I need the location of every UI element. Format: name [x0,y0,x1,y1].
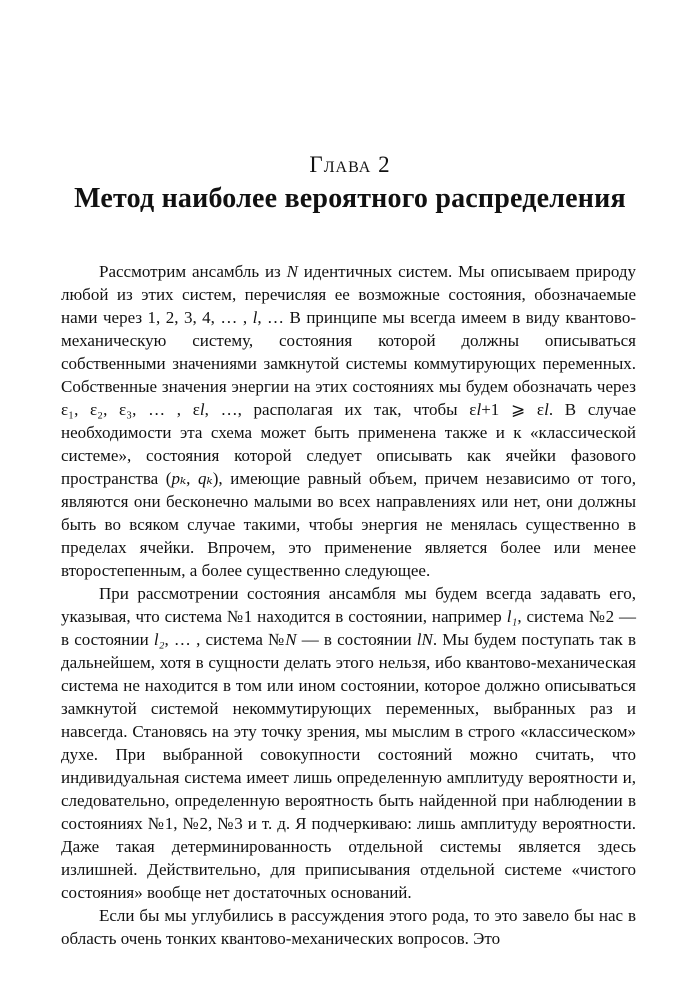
math-variable: N [285,630,297,649]
chapter-title: Метод наиболее вероятного распределения [74,183,626,214]
text-run: , …, располагая их так, чтобы ε [204,400,477,419]
text-run: , система №2 — в состоянии [61,607,636,649]
chapter-label: Глава 2 [309,152,391,177]
text-run: ), имеющие равный объем, причем независимо от того, являются они бесконечно малыми во всех направлениях или нет, они должны быть во всяком случае такими, чтобы энергия не менялась существенно в пределах ячейки. Впрочем, это применение является более или менее второстепенным, а более существенно следующее. [61,469,636,580]
math-variable: l₂ [153,630,165,649]
math-variable: l [199,400,205,419]
math-variable: l [544,400,549,419]
text-run: , … , система № [164,630,286,649]
text-run: . Мы будем поступать так в дальнейшем, хотя в сущности делать этого нельзя, ибо квантово-механическая система не находится в том или ином состоянии, которое должно описываться замкнутой системой некоммутирующих переменных, выбранных раз и навсегда. Становясь на эту точку зрения, мы мыслим в строго «классическом» духе. При выбранной совокупности состояний можно считать, что индивидуальная система имеет лишь определенную амплитуду вероятности и, следовательно, определенную вероятность быть найденной при наблюдении в состояниях №1, №2, №3 и т. д. Я подчеркиваю: лишь амплитуду вероятности. Даже такая детерминированность отдельной системы является здесь излишней. Действительно, для приписывания отдельной системе «чистого состояния» вообще нет достаточных оснований. [61,630,636,902]
paragraph [61,582,636,904]
math-variable: l [252,308,258,327]
text-run: идентичных систем. Мы описываем природу любой из этих систем, перечисляя ее возможные состояния, обозначаемые нами через 1, 2, 3, 4, … , [61,262,636,327]
body-text [61,260,636,950]
math-variable: l [416,630,422,649]
text-run: Если бы мы углубились в рассуждения этого рода, то это завело бы нас в область очень тонких квантово-механических вопросов. Это [61,906,636,948]
math-variable: pₖ [171,469,187,488]
math-variable: N [286,262,298,281]
paragraph [61,260,636,582]
paragraph [61,904,636,950]
math-variable: l [476,400,482,419]
math-variable: l₁ [506,607,518,626]
text-run: Рассмотрим ансамбль из [99,262,287,281]
text-run: , [186,469,199,488]
text-run: +1 ⩾ ε [481,400,545,419]
text-run: — в состоянии [296,630,417,649]
text-run: При рассмотрении состояния ансамбля мы будем всегда задавать его, указывая, что система №1 находится в состоянии, например [61,584,636,626]
text-run: , … В принципе мы всегда имеем в виду квантово-механическую систему, состояния которой должны описываться собственными значениями замкнутой системы коммутирующих переменных. Собственные значения энергии на этих состояниях мы будем обозначать через ε₁, ε₂, ε₃, … , ε [61,308,637,419]
math-variable: qₖ [198,469,213,488]
math-variable: N [421,630,433,649]
text-run: . В случае необходимости эта схема может быть применена также и к «классической системе», состояния которой следует описывать как ячейки фазового пространства ( [61,400,636,488]
